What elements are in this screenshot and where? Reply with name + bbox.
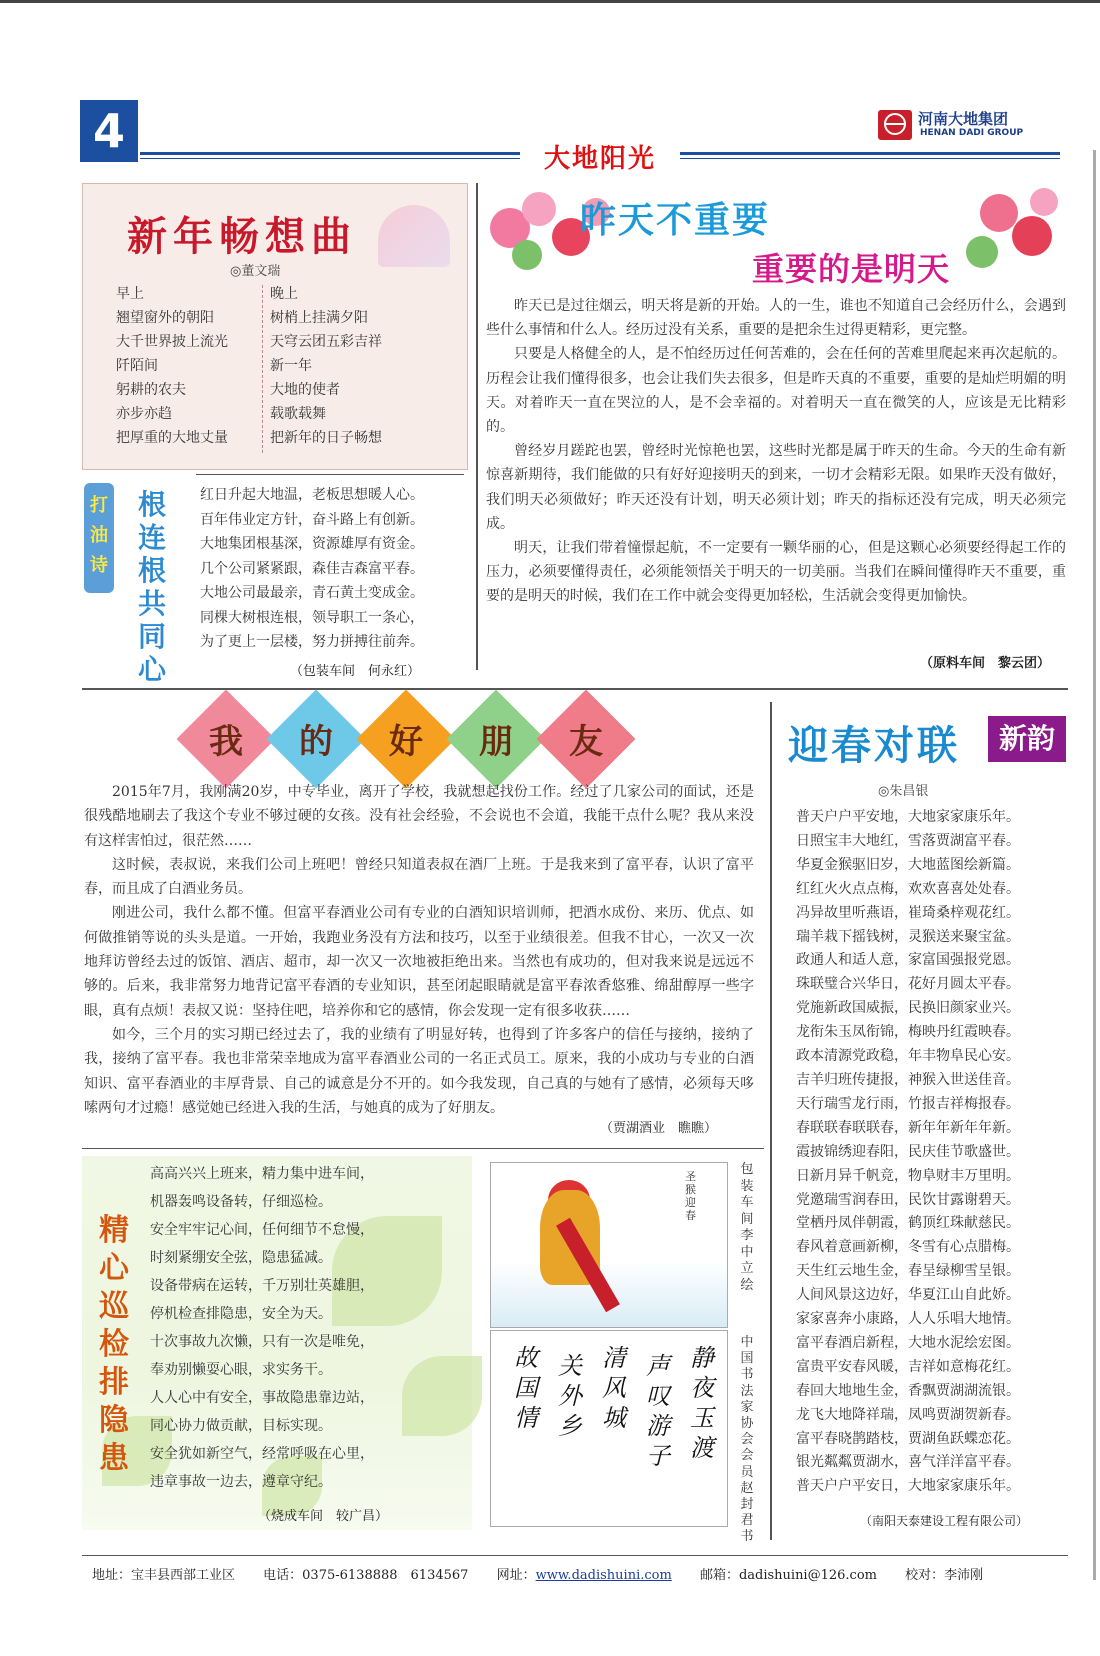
oil-poem-tag <box>84 483 114 593</box>
couplet-line: 冯异故里听燕语，崔琦桑梓观花红。 <box>796 904 1020 921</box>
couplet-line: 日新月异千帆竞，物阜财丰万里明。 <box>796 1167 1020 1184</box>
poem-line: 时刻紧绷安全弦，隐患猛减。 <box>150 1250 332 1266</box>
tag-char: 诗 <box>90 555 108 576</box>
title-char: 检 <box>99 1327 129 1362</box>
couplet-line: 普天户户平安日，大地家家康乐年。 <box>796 1478 1020 1495</box>
poem-line: 大地集团根基深，资源雄厚有资金。 <box>200 536 424 552</box>
couplet-line: 红红火火点点梅，欢欢喜喜处处春。 <box>796 880 1020 897</box>
couplet-line: 龙飞大地降祥瑞，凤鸣贾湖贺新春。 <box>796 1406 1020 1423</box>
globe-equator <box>884 123 906 125</box>
oil-poem-body <box>200 483 424 655</box>
tag-char: 打 <box>90 495 108 516</box>
oil-poem-title <box>126 488 178 686</box>
poem-line: 晚上 <box>270 286 298 302</box>
couplet-line: 政本清源党政稳，年丰物阜民心安。 <box>796 1048 1020 1065</box>
couplet-line: 珠联璧合兴华日，花好月圆太平春。 <box>796 976 1020 993</box>
article-yesterday-subtitle: 重要的是明天 <box>752 250 951 288</box>
brand-name-en: HENAN DADI GROUP <box>920 128 1024 138</box>
inspection-poem-body <box>150 1160 374 1496</box>
couplet-line: 华夏金猴驱旧岁，大地蓝图绘新篇。 <box>796 856 1020 873</box>
poem-line: 躬耕的农夫 <box>116 382 186 398</box>
poem-line: 亦步亦趋 <box>116 406 172 422</box>
column-divider <box>476 183 478 670</box>
calligraphy-caption: 中国书法家协会会员赵封君书 <box>740 1335 754 1545</box>
poem-line: 同心协力做贡献，目标实现。 <box>150 1418 332 1434</box>
calligraphy-column: 静夜玉渡 <box>690 1344 714 1462</box>
couplet-line: 富平春晓鹊踏枝，贾湖鱼跃蝶恋花。 <box>796 1430 1020 1447</box>
poem-line: 早上 <box>116 286 144 302</box>
couplet-line: 政通人和适人意，家富国强报党恩。 <box>796 952 1020 969</box>
title-char: 好 <box>389 722 423 762</box>
calligraphy-column: 声叹游子 <box>646 1352 670 1470</box>
couplet-line: 吉羊归班传捷报，神猴入世送佳音。 <box>796 1071 1020 1088</box>
title-char: 根 <box>137 488 166 521</box>
poem-right-column <box>270 282 382 450</box>
couplet-line: 瑞羊栽下摇钱树，灵猴送来聚宝盆。 <box>796 928 1020 945</box>
poem-line: 天穹云团五彩吉祥 <box>270 334 382 350</box>
flower-decoration-icon <box>960 188 1070 280</box>
couplets-title: 迎春对联 <box>788 723 960 769</box>
title-char: 共 <box>137 587 166 620</box>
footer-email: 邮箱：dadishuini@126.com <box>699 1568 877 1583</box>
poem-line: 安全犹如新空气，经常呼吸在心里， <box>150 1446 374 1462</box>
footer <box>92 1564 1007 1583</box>
poem-line: 新一年 <box>270 358 312 374</box>
title-char: 精 <box>99 1213 129 1248</box>
paragraph: 如今，三个月的实习期已经过去了，我的业绩有了明显好转，也得到了许多客户的信任与接纳，接纳了我，接纳了富平春。我也非常荣幸地成为富平春酒业公司的一名正式员工。原来，我的小成功与专业的白酒知识、富平春酒业的丰厚背景、自己的诚意是分不开的。如今我发现，自己真的与她有了感情，必须每天哆嗦两句才过瘾！感觉她已经进入我的生活，与她真的成为了好朋友。 <box>84 1026 754 1116</box>
poem-line: 同棵大树根连根，领导职工一条心， <box>200 609 424 626</box>
couplet-line: 党施新政国威振，民换旧颜家业兴。 <box>796 1000 1020 1017</box>
couplet-line: 天生红云地生金，春呈绿柳雪呈银。 <box>796 1263 1020 1280</box>
poem-line: 停机检查排隐患，安全为天。 <box>150 1306 332 1322</box>
footer-editor: 校对：李沛刚 <box>905 1568 984 1583</box>
page-number: 4 <box>80 100 138 162</box>
calligraphy-column: 故国情 <box>514 1344 538 1432</box>
title-char: 同 <box>137 620 166 653</box>
article-yesterday-signature: （原料车间 黎云团） <box>920 656 1051 671</box>
poem-line: 十次事故九次懒，只有一次是唯免， <box>150 1334 374 1350</box>
poem-line: 人人心中有安全，事故隐患靠边站， <box>150 1390 374 1406</box>
poem-line: 为了更上一层楼，努力拼搏往前奔。 <box>200 634 424 650</box>
poem-line: 红日升起大地温，老板思想暖人心。 <box>200 487 424 503</box>
paragraph: 曾经岁月蹉跎也罢，曾经时光惊艳也罢，这些时光都是属于昨天的生命。今天的生命有新惊喜新期待，我们能做的只有好好迎接明天的到来，一切才会精彩无限。如果昨天没有做好，我们明天必须做好；昨天还没有计划，明天必须计划；昨天的指标还没有完成，明天必须完成。 <box>486 443 1066 532</box>
couplet-line: 日照宝丰大地红，雪落贾湖富平春。 <box>796 832 1020 849</box>
couplet-line: 春联联春联联春，新年年新年年新。 <box>796 1119 1020 1136</box>
article-friend-title <box>178 694 638 784</box>
paragraph: 昨天已是过往烟云，明天将是新的开始。人的一生，谁也不知道自己会经历什么，会遇到些什么事情和什么人。经历过没有关系，重要的是把余生过得更精彩，更完整。 <box>486 298 1066 339</box>
inspection-poem-title <box>92 1212 136 1478</box>
tag-char: 油 <box>90 525 108 546</box>
title-char: 隐 <box>99 1403 129 1438</box>
title-char: 根 <box>137 554 166 587</box>
title-char: 友 <box>569 722 603 762</box>
section-separator <box>82 1148 764 1149</box>
page-top-border <box>0 0 1100 3</box>
poem-line: 把厚重的大地丈量 <box>116 430 228 446</box>
couplet-line: 春风着意画新柳，冬雪有心点腊梅。 <box>796 1239 1020 1256</box>
couplet-line: 春回大地地生金，香飘贾湖湖流银。 <box>796 1382 1020 1399</box>
article-friend-signature: （贾湖酒业 瞧瞧） <box>600 1121 718 1136</box>
title-char: 排 <box>99 1365 129 1400</box>
footer-phone: 电话：0375-6138888 6134567 <box>263 1568 469 1583</box>
poem-line: 违章事故一边去，遵章守纪。 <box>150 1474 332 1490</box>
oil-poem-rule <box>196 474 464 475</box>
paragraph: 刚进公司，我什么都不懂。但富平春酒业公司有专业的白酒知识培训师，把酒水成份、来历、优点、如何做推销等说的头头是道。一开始，我跑业务没有方法和技巧，以至于业绩很差。但我不甘心，一次又一次地拜访曾经去过的饭馆、酒店、超市，却一次又一次地被拒绝出来。当然也有成功的，但对我来说是远远不够的。后来，我非常努力地背记富平春酒的专业知识，甚至闭起眼睛就是富平春浓香悠雅、绵甜醇厚一些字眼，真有点烦！表叔又说：坚持住吧，培养你和它的感情，你会发现一定有很多收获…… <box>84 905 754 1019</box>
title-char: 连 <box>137 521 166 554</box>
inspection-poem-signature: （烧成车间 较广昌） <box>258 1509 389 1524</box>
poem-line: 设备带病在运转，千万别壮英雄胆， <box>150 1278 374 1294</box>
header-rule-right <box>680 152 1060 155</box>
poem-line: 载歌载舞 <box>270 406 326 422</box>
title-char: 我 <box>209 722 243 762</box>
article-friend-body <box>84 780 754 1120</box>
footer-website-label: 网址： <box>496 1568 536 1583</box>
poem-line: 几个公司紧紧跟，森佳吉森富平春。 <box>200 560 424 577</box>
poem-left-column <box>116 282 228 450</box>
column-divider <box>770 702 772 1540</box>
calligraphy-artwork <box>490 1330 728 1527</box>
poem-new-year-author: ◎董文瑞 <box>230 264 281 279</box>
couplets-author: ◎朱昌银 <box>878 784 929 799</box>
title-char: 心 <box>99 1251 129 1286</box>
footer-website <box>497 1568 672 1583</box>
couplet-line: 银光粼粼贾湖水，喜气洋洋富平春。 <box>796 1454 1020 1471</box>
calligraphy-column: 清风城 <box>602 1344 626 1432</box>
article-yesterday-title: 昨天不重要 <box>580 200 771 241</box>
couplet-line: 党邀瑞雪润春田，民饮甘露谢碧天。 <box>796 1191 1020 1208</box>
couplet-line: 普天户户平安地，大地家家康乐年。 <box>796 809 1020 825</box>
page-right-border <box>1093 150 1096 1580</box>
title-char: 心 <box>137 653 166 686</box>
brand-name-cn: 河南大地集团 <box>918 110 1009 128</box>
poem-line: 百年伟业定方针，奋斗路上有创新。 <box>200 511 424 528</box>
couplet-line: 堂栖丹凤伴朝霞，鹤顶红珠献慈民。 <box>796 1215 1020 1232</box>
header-rule-left <box>140 152 520 155</box>
title-char: 巡 <box>99 1289 129 1324</box>
footer-rule <box>82 1555 1068 1556</box>
article-yesterday-body <box>486 294 1066 609</box>
poem-line: 树梢上挂满夕阳 <box>270 310 368 326</box>
couplet-line: 人间风景这边好，华夏江山自此娇。 <box>796 1287 1020 1304</box>
poem-new-year-title: 新年畅想曲 <box>127 214 357 260</box>
couplets-list <box>796 806 1066 1499</box>
paragraph: 这时候，表叔说，来我们公司上班吧！曾经只知道表叔在酒厂上班。于是我来到了富平春，认识了富平春，而且成了白酒业务员。 <box>84 856 754 898</box>
couplet-line: 家家喜奔小康路，人人乐唱大地情。 <box>796 1311 1020 1328</box>
couplet-line: 霞披锦绣迎春阳，民庆佳节歌盛世。 <box>796 1143 1020 1160</box>
poem-line: 大地公司最最亲，青石黄土变成金。 <box>200 585 424 601</box>
paragraph: 明天，让我们带着憧憬起航，不一定要有一颗华丽的心，但是这颗心必须要经得起工作的压力，必须要懂得责任，必须能领悟关于明天的一切美丽。当我们在瞬间懂得昨天不重要，重要的是明天的时候，我们在工作中就会变得更加轻松，生活就会变得更加愉快。 <box>486 540 1066 605</box>
poem-line: 阡陌间 <box>116 358 158 374</box>
couplet-line: 天行瑞雪龙行雨，竹报吉祥梅报春。 <box>796 1095 1020 1112</box>
poem-line: 奉劝别懒耍心眼，求实务干。 <box>150 1362 332 1378</box>
calligraphy-column: 关外乡 <box>558 1352 582 1440</box>
couplets-signature: （南阳天泰建设工程有限公司） <box>860 1514 1029 1528</box>
poem-line: 高高兴兴上班来，精力集中进车间， <box>150 1166 374 1182</box>
poem-line: 大千世界披上流光 <box>116 334 228 350</box>
paragraph: 2015年7月，我刚满20岁，中专毕业，离开了学校，我就想起找份工作。经过了几家公司的面试，还是很残酷地刷去了我这个专业不够过硬的女孩。没有社会经验，不会说也不会道，我能干点什么呢？我从来没有这样害怕过，很茫然…… <box>84 784 754 849</box>
footer-address: 地址：宝丰县西部工业区 <box>92 1568 236 1583</box>
couplet-line: 龙衔朱玉凤衔锦，梅映丹红霞映春。 <box>796 1024 1020 1041</box>
section-title: 大地阳光 <box>543 144 656 174</box>
paragraph: 只要是人格健全的人，是不怕经历过任何苦难的，会在任何的苦难里爬起来再次起航的。历程会让我们懂得很多，也会让我们失去很多，但是昨天真的不重要，重要的是灿烂明媚的明天。对着昨天一直在哭泣的人，是不会幸福的。对着明天一直在微笑的人，应该是无比精彩的。 <box>486 346 1066 436</box>
poem-line: 安全牢牢记心间，任何细节不怠慢， <box>150 1222 374 1238</box>
header-rule-right-thin <box>680 158 1060 159</box>
poem-line: 把新年的日子畅想 <box>270 430 382 446</box>
section-separator <box>82 688 1068 690</box>
footer-website-link[interactable]: www.dadishuini.com <box>535 1568 672 1583</box>
poem-line: 翘望窗外的朝阳 <box>116 310 214 326</box>
oil-poem-signature: （包装车间 何永红） <box>290 664 421 679</box>
title-char: 患 <box>99 1441 129 1476</box>
poem-column-divider <box>262 285 263 453</box>
couplets-badge: 新韵 <box>988 716 1066 762</box>
couplet-line: 富平春酒启新程，大地水泥绘宏图。 <box>796 1334 1020 1351</box>
title-char: 朋 <box>479 722 513 762</box>
title-char: 的 <box>299 722 333 762</box>
header-rule-left-thin <box>140 158 520 159</box>
painting-caption: 包装车间李中立绘 <box>740 1162 754 1293</box>
poem-line: 大地的使者 <box>270 382 340 398</box>
poem-line: 机器轰鸣设备转，仔细巡检。 <box>150 1194 332 1210</box>
couplet-line: 富贵平安春风暖，吉祥如意梅花红。 <box>796 1358 1020 1375</box>
painting-inscription: 圣猴迎春 <box>685 1170 696 1222</box>
